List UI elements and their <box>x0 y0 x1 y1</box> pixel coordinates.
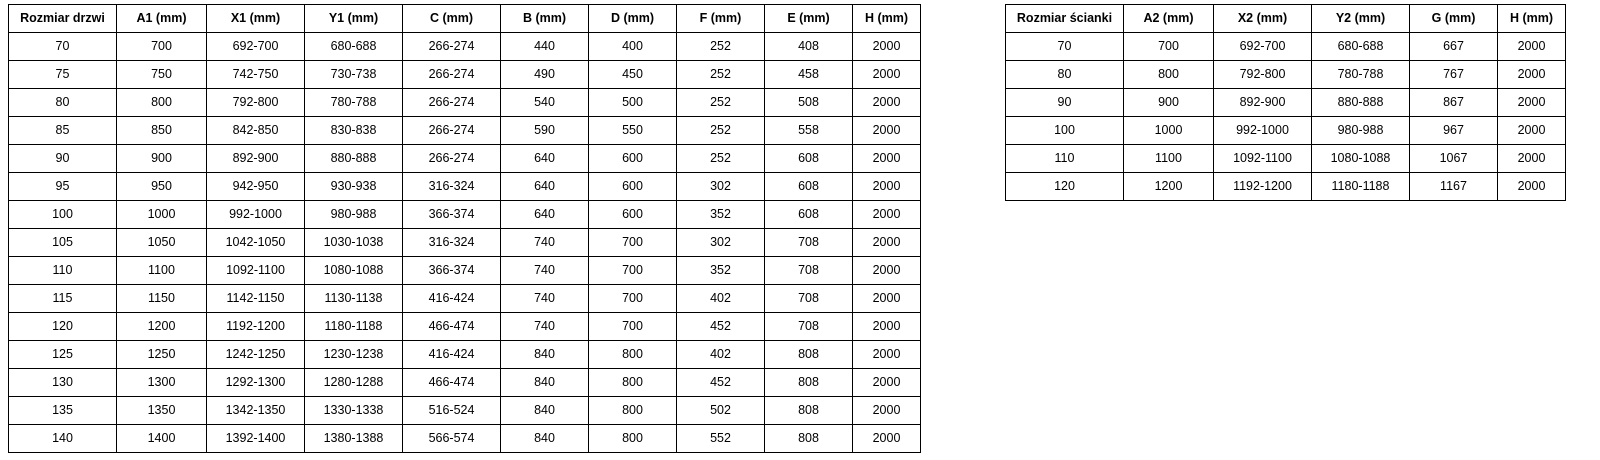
walls-cell: 1067 <box>1410 145 1498 173</box>
doors-cell: 1000 <box>117 201 207 229</box>
doors-cell: 402 <box>677 341 765 369</box>
doors-column-header-4: C (mm) <box>403 5 501 33</box>
walls-cell: 767 <box>1410 61 1498 89</box>
doors-cell: 590 <box>501 117 589 145</box>
doors-cell: 600 <box>589 145 677 173</box>
doors-cell: 1192-1200 <box>207 313 305 341</box>
table-row <box>9 145 921 173</box>
walls-cell: 90 <box>1006 89 1124 117</box>
doors-cell: 1292-1300 <box>207 369 305 397</box>
doors-cell: 2000 <box>853 425 921 453</box>
doors-cell: 408 <box>765 33 853 61</box>
table-row <box>9 201 921 229</box>
doors-cell: 1150 <box>117 285 207 313</box>
doors-cell: 502 <box>677 397 765 425</box>
doors-cell: 266-274 <box>403 33 501 61</box>
doors-cell: 1142-1150 <box>207 285 305 313</box>
doors-cell: 110 <box>9 257 117 285</box>
doors-cell: 850 <box>117 117 207 145</box>
doors-cell: 800 <box>117 89 207 117</box>
doors-cell: 130 <box>9 369 117 397</box>
doors-column-header-3: Y1 (mm) <box>305 5 403 33</box>
doors-cell: 366-374 <box>403 201 501 229</box>
doors-cell: 700 <box>589 313 677 341</box>
doors-cell: 1050 <box>117 229 207 257</box>
doors-cell: 1080-1088 <box>305 257 403 285</box>
doors-cell: 980-988 <box>305 201 403 229</box>
doors-column-header-9: H (mm) <box>853 5 921 33</box>
doors-cell: 416-424 <box>403 341 501 369</box>
doors-cell: 808 <box>765 369 853 397</box>
walls-column-header-2: X2 (mm) <box>1214 5 1312 33</box>
doors-cell: 808 <box>765 425 853 453</box>
table-row <box>1006 145 1566 173</box>
doors-cell: 740 <box>501 285 589 313</box>
walls-cell: 1100 <box>1124 145 1214 173</box>
walls-cell: 1000 <box>1124 117 1214 145</box>
walls-cell: 800 <box>1124 61 1214 89</box>
doors-cell: 692-700 <box>207 33 305 61</box>
doors-cell: 808 <box>765 397 853 425</box>
doors-cell: 1200 <box>117 313 207 341</box>
walls-cell: 70 <box>1006 33 1124 61</box>
doors-cell: 1230-1238 <box>305 341 403 369</box>
walls-cell: 2000 <box>1498 145 1566 173</box>
doors-cell: 1392-1400 <box>207 425 305 453</box>
doors-cell: 608 <box>765 201 853 229</box>
doors-cell: 352 <box>677 257 765 285</box>
walls-cell: 1200 <box>1124 173 1214 201</box>
doors-cell: 352 <box>677 201 765 229</box>
doors-cell: 450 <box>589 61 677 89</box>
doors-cell: 1030-1038 <box>305 229 403 257</box>
doors-cell: 1330-1338 <box>305 397 403 425</box>
doors-table-container <box>8 4 921 453</box>
doors-column-header-1: A1 (mm) <box>117 5 207 33</box>
doors-cell: 302 <box>677 173 765 201</box>
doors-cell: 700 <box>117 33 207 61</box>
doors-cell: 800 <box>589 369 677 397</box>
table-row <box>9 229 921 257</box>
table-row <box>9 313 921 341</box>
doors-cell: 490 <box>501 61 589 89</box>
doors-cell: 930-938 <box>305 173 403 201</box>
doors-cell: 800 <box>589 397 677 425</box>
table-row <box>9 117 921 145</box>
doors-cell: 2000 <box>853 341 921 369</box>
doors-table-body <box>9 33 921 453</box>
doors-cell: 708 <box>765 285 853 313</box>
table-row <box>9 33 921 61</box>
doors-cell: 992-1000 <box>207 201 305 229</box>
doors-cell: 800 <box>589 425 677 453</box>
table-row <box>9 341 921 369</box>
doors-cell: 1280-1288 <box>305 369 403 397</box>
doors-cell: 508 <box>765 89 853 117</box>
doors-cell: 880-888 <box>305 145 403 173</box>
doors-cell: 500 <box>589 89 677 117</box>
doors-cell: 600 <box>589 173 677 201</box>
doors-cell: 400 <box>589 33 677 61</box>
doors-cell: 1100 <box>117 257 207 285</box>
doors-cell: 792-800 <box>207 89 305 117</box>
doors-cell: 740 <box>501 229 589 257</box>
doors-cell: 1092-1100 <box>207 257 305 285</box>
walls-cell: 680-688 <box>1312 33 1410 61</box>
doors-cell: 1350 <box>117 397 207 425</box>
doors-cell: 842-850 <box>207 117 305 145</box>
doors-cell: 402 <box>677 285 765 313</box>
table-row <box>1006 89 1566 117</box>
doors-cell: 85 <box>9 117 117 145</box>
doors-cell: 266-274 <box>403 61 501 89</box>
doors-cell: 135 <box>9 397 117 425</box>
doors-cell: 75 <box>9 61 117 89</box>
doors-cell: 1250 <box>117 341 207 369</box>
doors-cell: 266-274 <box>403 117 501 145</box>
doors-cell: 2000 <box>853 369 921 397</box>
doors-cell: 252 <box>677 145 765 173</box>
walls-table-body <box>1006 33 1566 201</box>
doors-cell: 2000 <box>853 229 921 257</box>
table-row <box>9 397 921 425</box>
doors-cell: 2000 <box>853 257 921 285</box>
walls-cell: 2000 <box>1498 89 1566 117</box>
walls-cell: 700 <box>1124 33 1214 61</box>
walls-table-container <box>1005 4 1566 201</box>
doors-cell: 466-474 <box>403 313 501 341</box>
walls-cell: 110 <box>1006 145 1124 173</box>
doors-cell: 416-424 <box>403 285 501 313</box>
doors-column-header-8: E (mm) <box>765 5 853 33</box>
walls-cell: 967 <box>1410 117 1498 145</box>
walls-cell: 1167 <box>1410 173 1498 201</box>
walls-cell: 1080-1088 <box>1312 145 1410 173</box>
doors-cell: 840 <box>501 369 589 397</box>
doors-cell: 840 <box>501 341 589 369</box>
walls-column-header-3: Y2 (mm) <box>1312 5 1410 33</box>
walls-cell: 2000 <box>1498 33 1566 61</box>
walls-cell: 100 <box>1006 117 1124 145</box>
doors-cell: 2000 <box>853 145 921 173</box>
doors-cell: 252 <box>677 33 765 61</box>
doors-cell: 2000 <box>853 117 921 145</box>
doors-cell: 466-474 <box>403 369 501 397</box>
doors-cell: 452 <box>677 313 765 341</box>
doors-cell: 950 <box>117 173 207 201</box>
doors-cell: 1400 <box>117 425 207 453</box>
doors-cell: 1042-1050 <box>207 229 305 257</box>
walls-cell: 692-700 <box>1214 33 1312 61</box>
doors-cell: 302 <box>677 229 765 257</box>
doors-cell: 700 <box>589 285 677 313</box>
doors-cell: 942-950 <box>207 173 305 201</box>
doors-cell: 640 <box>501 145 589 173</box>
table-row <box>9 89 921 117</box>
doors-cell: 800 <box>589 341 677 369</box>
doors-cell: 252 <box>677 117 765 145</box>
doors-cell: 600 <box>589 201 677 229</box>
doors-cell: 316-324 <box>403 173 501 201</box>
walls-column-header-1: A2 (mm) <box>1124 5 1214 33</box>
table-row <box>9 61 921 89</box>
walls-cell: 900 <box>1124 89 1214 117</box>
doors-cell: 540 <box>501 89 589 117</box>
doors-cell: 2000 <box>853 173 921 201</box>
walls-cell: 780-788 <box>1312 61 1410 89</box>
doors-column-header-6: D (mm) <box>589 5 677 33</box>
doors-cell: 516-524 <box>403 397 501 425</box>
doors-cell: 740 <box>501 257 589 285</box>
walls-cell: 120 <box>1006 173 1124 201</box>
doors-cell: 750 <box>117 61 207 89</box>
doors-cell: 900 <box>117 145 207 173</box>
doors-cell: 1130-1138 <box>305 285 403 313</box>
doors-column-header-2: X1 (mm) <box>207 5 305 33</box>
doors-cell: 780-788 <box>305 89 403 117</box>
doors-cell: 2000 <box>853 201 921 229</box>
doors-cell: 440 <box>501 33 589 61</box>
walls-table-head <box>1006 5 1566 33</box>
walls-column-header-4: G (mm) <box>1410 5 1498 33</box>
walls-column-header-0: Rozmiar ścianki <box>1006 5 1124 33</box>
doors-cell: 1180-1188 <box>305 313 403 341</box>
doors-cell: 700 <box>589 229 677 257</box>
doors-cell: 558 <box>765 117 853 145</box>
walls-cell: 1192-1200 <box>1214 173 1312 201</box>
walls-cell: 792-800 <box>1214 61 1312 89</box>
walls-cell: 892-900 <box>1214 89 1312 117</box>
doors-cell: 140 <box>9 425 117 453</box>
doors-cell: 640 <box>501 173 589 201</box>
table-row <box>1006 33 1566 61</box>
walls-cell: 667 <box>1410 33 1498 61</box>
doors-cell: 95 <box>9 173 117 201</box>
table-header-row <box>1006 5 1566 33</box>
walls-cell: 2000 <box>1498 61 1566 89</box>
doors-cell: 1242-1250 <box>207 341 305 369</box>
walls-cell: 980-988 <box>1312 117 1410 145</box>
doors-cell: 266-274 <box>403 89 501 117</box>
table-row <box>9 369 921 397</box>
walls-cell: 80 <box>1006 61 1124 89</box>
doors-cell: 552 <box>677 425 765 453</box>
doors-column-header-0: Rozmiar drzwi <box>9 5 117 33</box>
doors-cell: 316-324 <box>403 229 501 257</box>
walls-column-header-5: H (mm) <box>1498 5 1566 33</box>
table-row <box>9 257 921 285</box>
doors-cell: 452 <box>677 369 765 397</box>
doors-cell: 90 <box>9 145 117 173</box>
doors-cell: 125 <box>9 341 117 369</box>
doors-cell: 266-274 <box>403 145 501 173</box>
doors-cell: 120 <box>9 313 117 341</box>
doors-cell: 252 <box>677 89 765 117</box>
table-row <box>9 425 921 453</box>
doors-cell: 2000 <box>853 397 921 425</box>
doors-cell: 2000 <box>853 285 921 313</box>
walls-cell: 2000 <box>1498 173 1566 201</box>
doors-cell: 840 <box>501 397 589 425</box>
doors-cell: 1342-1350 <box>207 397 305 425</box>
doors-cell: 830-838 <box>305 117 403 145</box>
table-header-row <box>9 5 921 33</box>
doors-column-header-7: F (mm) <box>677 5 765 33</box>
doors-cell: 2000 <box>853 313 921 341</box>
table-row <box>9 173 921 201</box>
doors-cell: 100 <box>9 201 117 229</box>
doors-cell: 708 <box>765 257 853 285</box>
doors-column-header-5: B (mm) <box>501 5 589 33</box>
walls-dimensions-table <box>1005 4 1566 201</box>
doors-cell: 252 <box>677 61 765 89</box>
table-row <box>1006 173 1566 201</box>
doors-cell: 2000 <box>853 33 921 61</box>
table-row <box>9 285 921 313</box>
doors-cell: 105 <box>9 229 117 257</box>
doors-cell: 70 <box>9 33 117 61</box>
doors-table-head <box>9 5 921 33</box>
doors-cell: 550 <box>589 117 677 145</box>
doors-cell: 892-900 <box>207 145 305 173</box>
doors-cell: 640 <box>501 201 589 229</box>
doors-cell: 808 <box>765 341 853 369</box>
doors-cell: 1300 <box>117 369 207 397</box>
doors-cell: 458 <box>765 61 853 89</box>
doors-cell: 608 <box>765 145 853 173</box>
doors-cell: 366-374 <box>403 257 501 285</box>
doors-cell: 2000 <box>853 89 921 117</box>
doors-cell: 566-574 <box>403 425 501 453</box>
doors-cell: 2000 <box>853 61 921 89</box>
doors-cell: 700 <box>589 257 677 285</box>
walls-cell: 867 <box>1410 89 1498 117</box>
walls-cell: 880-888 <box>1312 89 1410 117</box>
doors-cell: 840 <box>501 425 589 453</box>
doors-cell: 608 <box>765 173 853 201</box>
table-row <box>1006 117 1566 145</box>
doors-dimensions-table <box>8 4 921 453</box>
doors-cell: 80 <box>9 89 117 117</box>
walls-cell: 1180-1188 <box>1312 173 1410 201</box>
doors-cell: 708 <box>765 229 853 257</box>
table-row <box>1006 61 1566 89</box>
walls-cell: 1092-1100 <box>1214 145 1312 173</box>
walls-cell: 992-1000 <box>1214 117 1312 145</box>
doors-cell: 740 <box>501 313 589 341</box>
doors-cell: 708 <box>765 313 853 341</box>
doors-cell: 680-688 <box>305 33 403 61</box>
walls-cell: 2000 <box>1498 117 1566 145</box>
doors-cell: 742-750 <box>207 61 305 89</box>
doors-cell: 730-738 <box>305 61 403 89</box>
doors-cell: 1380-1388 <box>305 425 403 453</box>
doors-cell: 115 <box>9 285 117 313</box>
